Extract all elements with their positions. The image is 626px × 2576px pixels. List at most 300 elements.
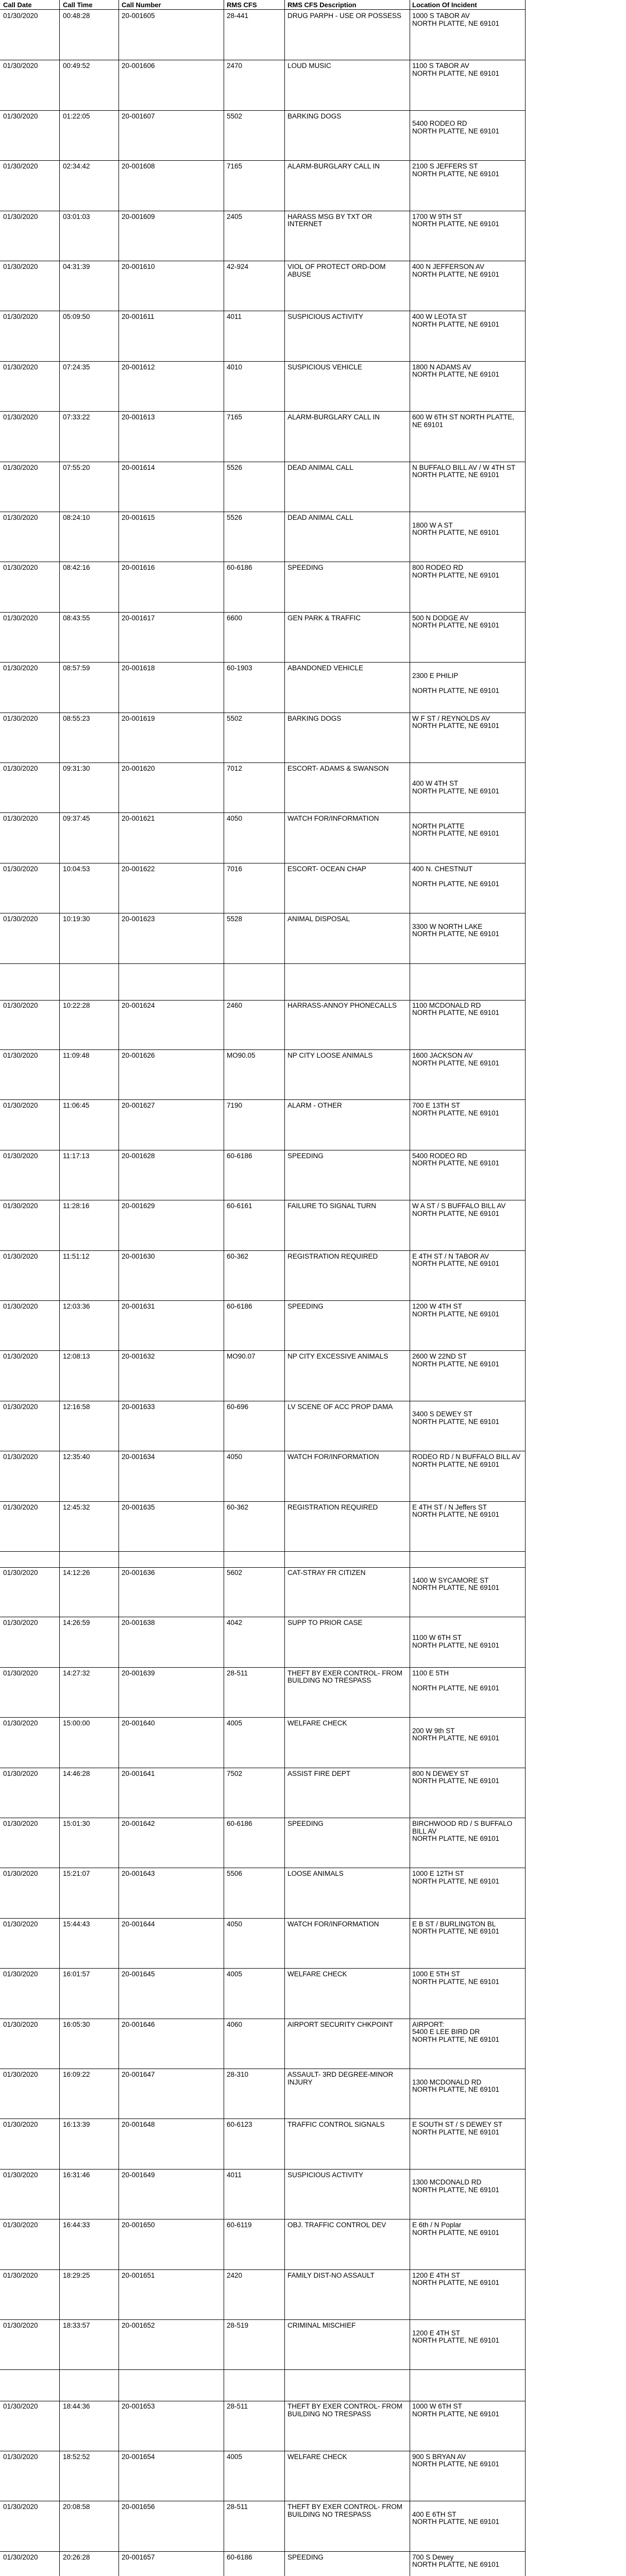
row-call-number: 20-001632 — [122, 1352, 155, 1361]
row-call-time: 04:31:39 — [63, 263, 90, 270]
row-description: GEN PARK & TRAFFIC — [287, 614, 361, 622]
row-call-time: 15:01:30 — [63, 1820, 90, 1827]
row-call-date: 01/30/2020 — [3, 112, 38, 120]
row-call-date: 01/30/2020 — [3, 62, 38, 70]
row-call-number: 20-001648 — [122, 2121, 155, 2129]
row-call-time: 07:55:20 — [63, 463, 90, 471]
row-rms-cfs: 4011 — [227, 2171, 242, 2179]
row-call-time: 16:31:46 — [63, 2171, 90, 2179]
row-call-number: 20-001615 — [122, 514, 155, 521]
row-call-date: 01/30/2020 — [3, 2452, 38, 2461]
row-call-date: 01/30/2020 — [3, 1151, 38, 1160]
row-location: AIRPORT: 5400 E LEE BIRD DR NORTH PLATTE, NE 69101 — [412, 2020, 500, 2043]
row-call-time: 16:01:57 — [63, 1970, 90, 1978]
row-call-date: 01/30/2020 — [3, 1619, 38, 1627]
header-rms-cfs-description: RMS CFS Description — [287, 1, 357, 9]
row-call-date: 01/30/2020 — [3, 1202, 38, 1210]
row-description: WELFARE CHECK — [287, 1719, 347, 1727]
row-location: 1000 E 5TH ST NORTH PLATTE, NE 69101 — [412, 1970, 500, 1986]
row-call-date: 01/30/2020 — [3, 1870, 38, 1878]
table-row — [0, 2552, 526, 2576]
row-rms-cfs: 28-511 — [227, 2503, 248, 2511]
row-location: 1000 W 6TH ST NORTH PLATTE, NE 69101 — [412, 2402, 500, 2418]
row-call-number: 20-001642 — [122, 1820, 155, 1827]
row-location: 3300 W NORTH LAKE NORTH PLATTE, NE 69101 — [412, 922, 500, 938]
row-call-number: 20-001624 — [122, 1001, 155, 1009]
row-call-time: 07:33:22 — [63, 413, 90, 421]
row-call-date: 01/30/2020 — [3, 664, 38, 672]
row-call-date: 01/30/2020 — [3, 614, 38, 622]
header-rule — [0, 9, 526, 10]
row-rms-cfs: 2405 — [227, 212, 243, 221]
header-location: Location Of Incident — [412, 1, 477, 9]
row-call-time: 02:34:42 — [63, 162, 90, 171]
row-description: FAMILY DIST-NO ASSAULT — [287, 2271, 375, 2279]
row-description: ANIMAL DISPOSAL — [287, 915, 350, 923]
row-call-date: 01/30/2020 — [3, 1970, 38, 1978]
row-rms-cfs: 7016 — [227, 865, 243, 873]
row-call-date: 01/30/2020 — [3, 1820, 38, 1827]
row-rms-cfs: MO90.05 — [227, 1052, 256, 1059]
row-description: DEAD ANIMAL CALL — [287, 514, 353, 521]
row-call-number: 20-001627 — [122, 1101, 155, 1110]
row-call-date: 01/30/2020 — [3, 2503, 38, 2511]
row-location: 1800 N ADAMS AV NORTH PLATTE, NE 69101 — [412, 363, 500, 379]
row-call-date: 01/30/2020 — [3, 363, 38, 371]
row-description: WATCH FOR/INFORMATION — [287, 1453, 379, 1461]
row-location: 2100 S JEFFERS ST NORTH PLATTE, NE 69101 — [412, 162, 500, 178]
row-call-date: 01/30/2020 — [3, 1920, 38, 1928]
row-call-number: 20-001622 — [122, 865, 155, 873]
row-description: ALARM-BURGLARY CALL IN — [287, 162, 380, 171]
row-call-number: 20-001649 — [122, 2171, 155, 2179]
row-call-date: 01/30/2020 — [3, 1669, 38, 1677]
row-call-date: 01/30/2020 — [3, 2020, 38, 2028]
row-description: VIOL OF PROTECT ORD-DOM ABUSE — [287, 263, 386, 278]
row-call-time: 08:55:23 — [63, 714, 90, 722]
row-location: RODEO RD / N BUFFALO BILL AV NORTH PLATTE, NE 69101 — [412, 1453, 521, 1468]
row-call-number: 20-001634 — [122, 1453, 155, 1461]
row-call-number: 20-001612 — [122, 363, 155, 371]
row-rms-cfs: 7165 — [227, 413, 243, 421]
row-rms-cfs: 5506 — [227, 1870, 243, 1878]
row-rms-cfs: 60-6186 — [227, 1820, 252, 1827]
row-rms-cfs: 60-362 — [227, 1252, 249, 1260]
row-description: BARKING DOGS — [287, 714, 342, 722]
row-separator — [0, 2369, 526, 2370]
row-description: LOUD MUSIC — [287, 62, 331, 70]
row-call-time: 00:48:28 — [63, 12, 90, 20]
row-description: REGISTRATION REQUIRED — [287, 1252, 378, 1260]
row-call-time: 11:09:48 — [63, 1052, 90, 1059]
row-call-date: 01/30/2020 — [3, 1252, 38, 1260]
row-location: 700 E 13TH ST NORTH PLATTE, NE 69101 — [412, 1101, 500, 1117]
row-separator — [0, 963, 526, 964]
row-call-date: 01/30/2020 — [3, 1503, 38, 1511]
row-rms-cfs: 42-924 — [227, 263, 249, 270]
row-description: ASSIST FIRE DEPT — [287, 1769, 351, 1777]
row-call-date: 01/30/2020 — [3, 313, 38, 321]
row-location: NORTH PLATTE NORTH PLATTE, NE 69101 — [412, 822, 500, 838]
row-call-time: 14:27:32 — [63, 1669, 90, 1677]
row-call-time: 14:46:28 — [63, 1769, 90, 1777]
row-rms-cfs: 2420 — [227, 2271, 243, 2279]
row-call-number: 20-001652 — [122, 2321, 155, 2329]
row-call-number: 20-001654 — [122, 2452, 155, 2461]
row-call-date: 01/30/2020 — [3, 2121, 38, 2129]
row-rms-cfs: 4050 — [227, 1920, 243, 1928]
row-call-date: 01/30/2020 — [3, 564, 38, 572]
row-call-number: 20-001619 — [122, 714, 155, 722]
row-call-date: 01/30/2020 — [3, 2071, 38, 2078]
row-location: 1200 W 4TH ST NORTH PLATTE, NE 69101 — [412, 1302, 500, 1318]
row-description: THEFT BY EXER CONTROL- FROM BUILDING NO TRESPASS — [287, 2503, 403, 2518]
row-call-time: 05:09:50 — [63, 313, 90, 321]
row-rms-cfs: 4010 — [227, 363, 243, 371]
row-call-date: 01/30/2020 — [3, 2221, 38, 2229]
row-rms-cfs: 60-6123 — [227, 2121, 252, 2129]
row-location: 1100 E 5TH NORTH PLATTE, NE 69101 — [412, 1669, 500, 1692]
row-call-time: 10:04:53 — [63, 865, 90, 873]
row-call-number: 20-001651 — [122, 2271, 155, 2279]
row-description: TRAFFIC CONTROL SIGNALS — [287, 2121, 385, 2129]
row-call-time: 18:44:36 — [63, 2402, 90, 2411]
row-call-time: 20:26:28 — [63, 2553, 90, 2561]
row-description: DEAD ANIMAL CALL — [287, 463, 353, 471]
row-separator — [0, 1551, 526, 1552]
row-description: FAILURE TO SIGNAL TURN — [287, 1202, 377, 1210]
row-description: SPEEDING — [287, 1151, 324, 1160]
row-description: THEFT BY EXER CONTROL- FROM BUILDING NO TRESPASS — [287, 1669, 403, 1685]
row-location: 400 N JEFFERSON AV NORTH PLATTE, NE 69101 — [412, 263, 500, 278]
row-description: ESCORT- OCEAN CHAP — [287, 865, 366, 873]
row-call-time: 20:08:58 — [63, 2503, 90, 2511]
row-call-number: 20-001605 — [122, 12, 155, 20]
row-call-time: 16:13:39 — [63, 2121, 90, 2129]
row-location: 400 N. CHESTNUT NORTH PLATTE, NE 69101 — [412, 865, 500, 888]
row-call-number: 20-001640 — [122, 1719, 155, 1727]
row-call-date: 01/30/2020 — [3, 2321, 38, 2329]
row-call-number: 20-001641 — [122, 1769, 155, 1777]
row-description: NP CITY EXCESSIVE ANIMALS — [287, 1352, 388, 1361]
row-call-number: 20-001616 — [122, 564, 155, 572]
row-call-date: 01/30/2020 — [3, 1352, 38, 1361]
row-call-time: 12:45:32 — [63, 1503, 90, 1511]
row-call-number: 20-001635 — [122, 1503, 155, 1511]
row-call-date: 01/30/2020 — [3, 1001, 38, 1009]
row-call-time: 12:08:13 — [63, 1352, 90, 1361]
row-description: SPEEDING — [287, 1820, 324, 1827]
row-call-time: 11:51:12 — [63, 1252, 90, 1260]
row-location: 1100 S TABOR AV NORTH PLATTE, NE 69101 — [412, 62, 500, 77]
row-call-number: 20-001607 — [122, 112, 155, 120]
row-call-time: 12:03:36 — [63, 1302, 90, 1310]
row-description: BARKING DOGS — [287, 112, 342, 120]
row-location: E SOUTH ST / S DEWEY ST NORTH PLATTE, NE 69101 — [412, 2121, 503, 2136]
row-rms-cfs: 60-1903 — [227, 664, 252, 672]
row-call-number: 20-001657 — [122, 2553, 155, 2561]
row-call-date: 01/30/2020 — [3, 514, 38, 521]
row-rms-cfs: 60-6161 — [227, 1202, 252, 1210]
row-call-time: 18:33:57 — [63, 2321, 90, 2329]
row-call-number: 20-001630 — [122, 1252, 155, 1260]
row-description: ASSAULT- 3RD DEGREE-MINOR INJURY — [287, 2071, 394, 2086]
row-rms-cfs: 28-441 — [227, 12, 249, 20]
row-call-time: 10:22:28 — [63, 1001, 90, 1009]
row-location: 1800 W A ST NORTH PLATTE, NE 69101 — [412, 521, 500, 536]
row-call-date: 01/30/2020 — [3, 1719, 38, 1727]
row-location: E 4TH ST / N TABOR AV NORTH PLATTE, NE 69101 — [412, 1252, 500, 1268]
row-description: SUSPICIOUS ACTIVITY — [287, 313, 364, 321]
row-call-number: 20-001617 — [122, 614, 155, 622]
row-location: 5400 RODEO RD NORTH PLATTE, NE 69101 — [412, 1151, 500, 1167]
row-call-time: 09:37:45 — [63, 815, 90, 823]
row-description: WELFARE CHECK — [287, 2452, 347, 2461]
row-description: SUSPICIOUS ACTIVITY — [287, 2171, 364, 2179]
row-call-number: 20-001643 — [122, 1870, 155, 1878]
row-location: E 6th / N Poplar NORTH PLATTE, NE 69101 — [412, 2221, 500, 2236]
row-call-date: 01/30/2020 — [3, 1453, 38, 1461]
row-description: AIRPORT SECURITY CHKPOINT — [287, 2020, 393, 2028]
row-rms-cfs: MO90.07 — [227, 1352, 256, 1361]
row-location: E B ST / BURLINGTON BL NORTH PLATTE, NE 69101 — [412, 1920, 500, 1936]
row-call-date: 01/30/2020 — [3, 2271, 38, 2279]
row-location: 1100 MCDONALD RD NORTH PLATTE, NE 69101 — [412, 1001, 500, 1017]
row-description: LOOSE ANIMALS — [287, 1870, 344, 1878]
header-call-number: Call Number — [122, 1, 161, 9]
row-description: ALARM-BURGLARY CALL IN — [287, 413, 380, 421]
row-rms-cfs: 4042 — [227, 1619, 243, 1627]
row-rms-cfs: 5528 — [227, 915, 243, 923]
row-rms-cfs: 5502 — [227, 714, 243, 722]
row-call-time: 14:12:26 — [63, 1569, 90, 1577]
row-call-date: 01/30/2020 — [3, 815, 38, 823]
row-call-date: 01/30/2020 — [3, 2553, 38, 2561]
row-rms-cfs: 4005 — [227, 1719, 243, 1727]
row-call-number: 20-001609 — [122, 212, 155, 221]
row-description: ABANDONED VEHICLE — [287, 664, 364, 672]
row-call-date: 01/30/2020 — [3, 765, 38, 772]
row-call-number: 20-001628 — [122, 1151, 155, 1160]
row-description: NP CITY LOOSE ANIMALS — [287, 1052, 373, 1059]
row-call-time: 08:57:59 — [63, 664, 90, 672]
row-rms-cfs: 60-696 — [227, 1402, 249, 1411]
row-call-date: 01/30/2020 — [3, 413, 38, 421]
row-call-date: 01/30/2020 — [3, 212, 38, 221]
row-call-date: 01/30/2020 — [3, 1769, 38, 1777]
row-location: 1000 S TABOR AV NORTH PLATTE, NE 69101 — [412, 12, 500, 27]
row-location: 3400 S DEWEY ST NORTH PLATTE, NE 69101 — [412, 1410, 500, 1426]
row-rms-cfs: 4005 — [227, 2452, 243, 2461]
row-description: CRIMINAL MISCHIEF — [287, 2321, 356, 2329]
row-call-date: 01/30/2020 — [3, 263, 38, 270]
row-rms-cfs: 6600 — [227, 614, 243, 622]
row-call-time: 10:19:30 — [63, 915, 90, 923]
row-location: 500 N DODGE AV NORTH PLATTE, NE 69101 — [412, 614, 500, 630]
row-rms-cfs: 4050 — [227, 815, 243, 823]
row-description: ESCORT- ADAMS & SWANSON — [287, 765, 389, 772]
row-call-number: 20-001638 — [122, 1619, 155, 1627]
row-rms-cfs: 60-6186 — [227, 2553, 252, 2561]
row-rms-cfs: 5526 — [227, 463, 243, 471]
row-location: W F ST / REYNOLDS AV NORTH PLATTE, NE 69101 — [412, 714, 500, 730]
row-location: BIRCHWOOD RD / S BUFFALO BILL AV NORTH PLATTE, NE 69101 — [412, 1820, 513, 1842]
row-rms-cfs: 28-511 — [227, 2402, 248, 2411]
header-call-time: Call Time — [63, 1, 93, 9]
row-rms-cfs: 7012 — [227, 765, 243, 772]
row-location: 1300 MCDONALD RD NORTH PLATTE, NE 69101 — [412, 2078, 500, 2093]
row-description: SUPP TO PRIOR CASE — [287, 1619, 363, 1627]
row-location: 800 N DEWEY ST NORTH PLATTE, NE 69101 — [412, 1769, 500, 1785]
row-call-time: 12:16:58 — [63, 1402, 90, 1411]
row-call-time: 18:29:25 — [63, 2271, 90, 2279]
row-call-number: 20-001620 — [122, 765, 155, 772]
row-rms-cfs: 60-6186 — [227, 564, 252, 572]
header-call-date: Call Date — [3, 1, 32, 9]
row-call-date: 01/30/2020 — [3, 1052, 38, 1059]
row-rms-cfs: 4060 — [227, 2020, 243, 2028]
row-call-time: 07:24:35 — [63, 363, 90, 371]
row-call-number: 20-001614 — [122, 463, 155, 471]
row-location: 2600 W 22ND ST NORTH PLATTE, NE 69101 — [412, 1352, 500, 1368]
row-location: 200 W 9th ST NORTH PLATTE, NE 69101 — [412, 1726, 500, 1742]
row-call-date: 01/30/2020 — [3, 2402, 38, 2411]
row-call-number: 20-001636 — [122, 1569, 155, 1577]
row-call-date: 01/30/2020 — [3, 1101, 38, 1110]
row-call-time: 01:22:05 — [63, 112, 90, 120]
row-rms-cfs: 28-511 — [227, 1669, 248, 1677]
row-description: WATCH FOR/INFORMATION — [287, 1920, 379, 1928]
row-call-time: 08:24:10 — [63, 514, 90, 521]
row-location: 700 S Dewey NORTH PLATTE, NE 69101 — [412, 2553, 500, 2569]
row-call-time: 03:01:03 — [63, 212, 90, 221]
row-call-number: 20-001606 — [122, 62, 155, 70]
row-call-number: 20-001610 — [122, 263, 155, 270]
row-call-date: 01/30/2020 — [3, 2171, 38, 2179]
row-location: 1700 W 9TH ST NORTH PLATTE, NE 69101 — [412, 212, 500, 228]
table-row — [0, 913, 526, 975]
row-call-time: 16:44:33 — [63, 2221, 90, 2229]
row-rms-cfs: 4050 — [227, 1453, 243, 1461]
row-rms-cfs: 60-6186 — [227, 1302, 252, 1310]
row-rms-cfs: 4011 — [227, 313, 242, 321]
row-location: 600 W 6TH ST NORTH PLATTE, NE 69101 — [412, 413, 515, 429]
row-call-date: 01/30/2020 — [3, 12, 38, 20]
row-description: HARASS MSG BY TXT OR INTERNET — [287, 212, 373, 228]
row-call-time: 15:44:43 — [63, 1920, 90, 1928]
row-description: WELFARE CHECK — [287, 1970, 347, 1978]
row-location: 400 W LEOTA ST NORTH PLATTE, NE 69101 — [412, 313, 500, 328]
row-call-number: 20-001608 — [122, 162, 155, 171]
row-description: HARRASS-ANNOY PHONECALLS — [287, 1001, 397, 1009]
row-call-time: 15:00:00 — [63, 1719, 90, 1727]
row-rms-cfs: 5502 — [227, 112, 243, 120]
row-location: 1300 MCDONALD RD NORTH PLATTE, NE 69101 — [412, 2178, 500, 2194]
row-call-number: 20-001618 — [122, 664, 155, 672]
row-call-time: 00:49:52 — [63, 62, 90, 70]
row-rms-cfs: 28-519 — [227, 2321, 249, 2329]
row-call-number: 20-001639 — [122, 1669, 155, 1677]
row-rms-cfs: 7190 — [227, 1101, 243, 1110]
row-call-number: 20-001656 — [122, 2503, 155, 2511]
table-row — [0, 1502, 526, 1564]
row-call-number: 20-001631 — [122, 1302, 155, 1310]
row-rms-cfs: 2460 — [227, 1001, 243, 1009]
row-call-time: 09:31:30 — [63, 765, 90, 772]
row-description: SUSPICIOUS VEHICLE — [287, 363, 362, 371]
header-rms-cfs: RMS CFS — [227, 1, 257, 9]
row-call-time: 18:52:52 — [63, 2452, 90, 2461]
row-call-number: 20-001629 — [122, 1202, 155, 1210]
row-call-time: 08:42:16 — [63, 564, 90, 572]
row-call-time: 16:05:30 — [63, 2020, 90, 2028]
row-rms-cfs: 60-6119 — [227, 2221, 252, 2229]
row-call-number: 20-001613 — [122, 413, 155, 421]
row-location: 400 W 4TH ST NORTH PLATTE, NE 69101 — [412, 779, 500, 795]
row-description: ALARM - OTHER — [287, 1101, 342, 1110]
row-call-date: 01/30/2020 — [3, 714, 38, 722]
row-call-number: 20-001611 — [122, 313, 155, 321]
row-description: SPEEDING — [287, 2553, 324, 2561]
row-call-number: 20-001644 — [122, 1920, 155, 1928]
row-location: 1600 JACKSON AV NORTH PLATTE, NE 69101 — [412, 1052, 500, 1067]
row-call-date: 01/30/2020 — [3, 463, 38, 471]
row-description: LV SCENE OF ACC PROP DAMA — [287, 1402, 393, 1411]
row-location: 400 E 6TH ST NORTH PLATTE, NE 69101 — [412, 2510, 500, 2526]
row-description: SPEEDING — [287, 564, 324, 572]
row-call-date: 01/30/2020 — [3, 915, 38, 923]
row-description: REGISTRATION REQUIRED — [287, 1503, 378, 1511]
row-rms-cfs: 4005 — [227, 1970, 243, 1978]
row-call-time: 14:26:59 — [63, 1619, 90, 1627]
row-location: 5400 RODEO RD NORTH PLATTE, NE 69101 — [412, 120, 500, 135]
row-call-time: 08:43:55 — [63, 614, 90, 622]
row-rms-cfs: 5526 — [227, 514, 243, 521]
row-call-date: 01/30/2020 — [3, 1302, 38, 1310]
row-call-number: 20-001633 — [122, 1402, 155, 1411]
row-description: WATCH FOR/INFORMATION — [287, 815, 379, 823]
row-call-date: 01/30/2020 — [3, 1402, 38, 1411]
row-call-date: 01/30/2020 — [3, 162, 38, 171]
row-call-number: 20-001621 — [122, 815, 155, 823]
table-row — [0, 2320, 526, 2382]
row-location: 1200 E 4TH ST NORTH PLATTE, NE 69101 — [412, 2329, 500, 2344]
row-call-time: 16:09:22 — [63, 2071, 90, 2078]
row-call-number: 20-001645 — [122, 1970, 155, 1978]
row-location: 900 S BRYAN AV NORTH PLATTE, NE 69101 — [412, 2452, 500, 2468]
row-call-time: 11:28:16 — [63, 1202, 90, 1210]
row-call-time: 15:21:07 — [63, 1870, 90, 1878]
row-rms-cfs: 60-6186 — [227, 1151, 252, 1160]
row-location: 1100 W 6TH ST NORTH PLATTE, NE 69101 — [412, 1634, 500, 1649]
row-call-time: 12:35:40 — [63, 1453, 90, 1461]
row-location: 800 RODEO RD NORTH PLATTE, NE 69101 — [412, 564, 500, 579]
row-rms-cfs: 5602 — [227, 1569, 243, 1577]
row-call-date: 01/30/2020 — [3, 865, 38, 873]
row-call-number: 20-001646 — [122, 2020, 155, 2028]
row-description: SPEEDING — [287, 1302, 324, 1310]
row-location: E 4TH ST / N Jeffers ST NORTH PLATTE, NE 69101 — [412, 1503, 500, 1519]
row-location: 2300 E PHILIP NORTH PLATTE, NE 69101 — [412, 671, 500, 694]
row-location: 1200 E 4TH ST NORTH PLATTE, NE 69101 — [412, 2271, 500, 2287]
row-description: CAT-STRAY FR CITIZEN — [287, 1569, 366, 1577]
row-description: THEFT BY EXER CONTROL- FROM BUILDING NO TRESPASS — [287, 2402, 403, 2418]
row-call-date: 01/30/2020 — [3, 1569, 38, 1577]
row-description: DRUG PARPH - USE OR POSSESS — [287, 12, 402, 20]
row-rms-cfs: 60-362 — [227, 1503, 249, 1511]
row-location: 1400 W SYCAMORE ST NORTH PLATTE, NE 69101 — [412, 1576, 500, 1591]
row-call-number: 20-001647 — [122, 2071, 155, 2078]
